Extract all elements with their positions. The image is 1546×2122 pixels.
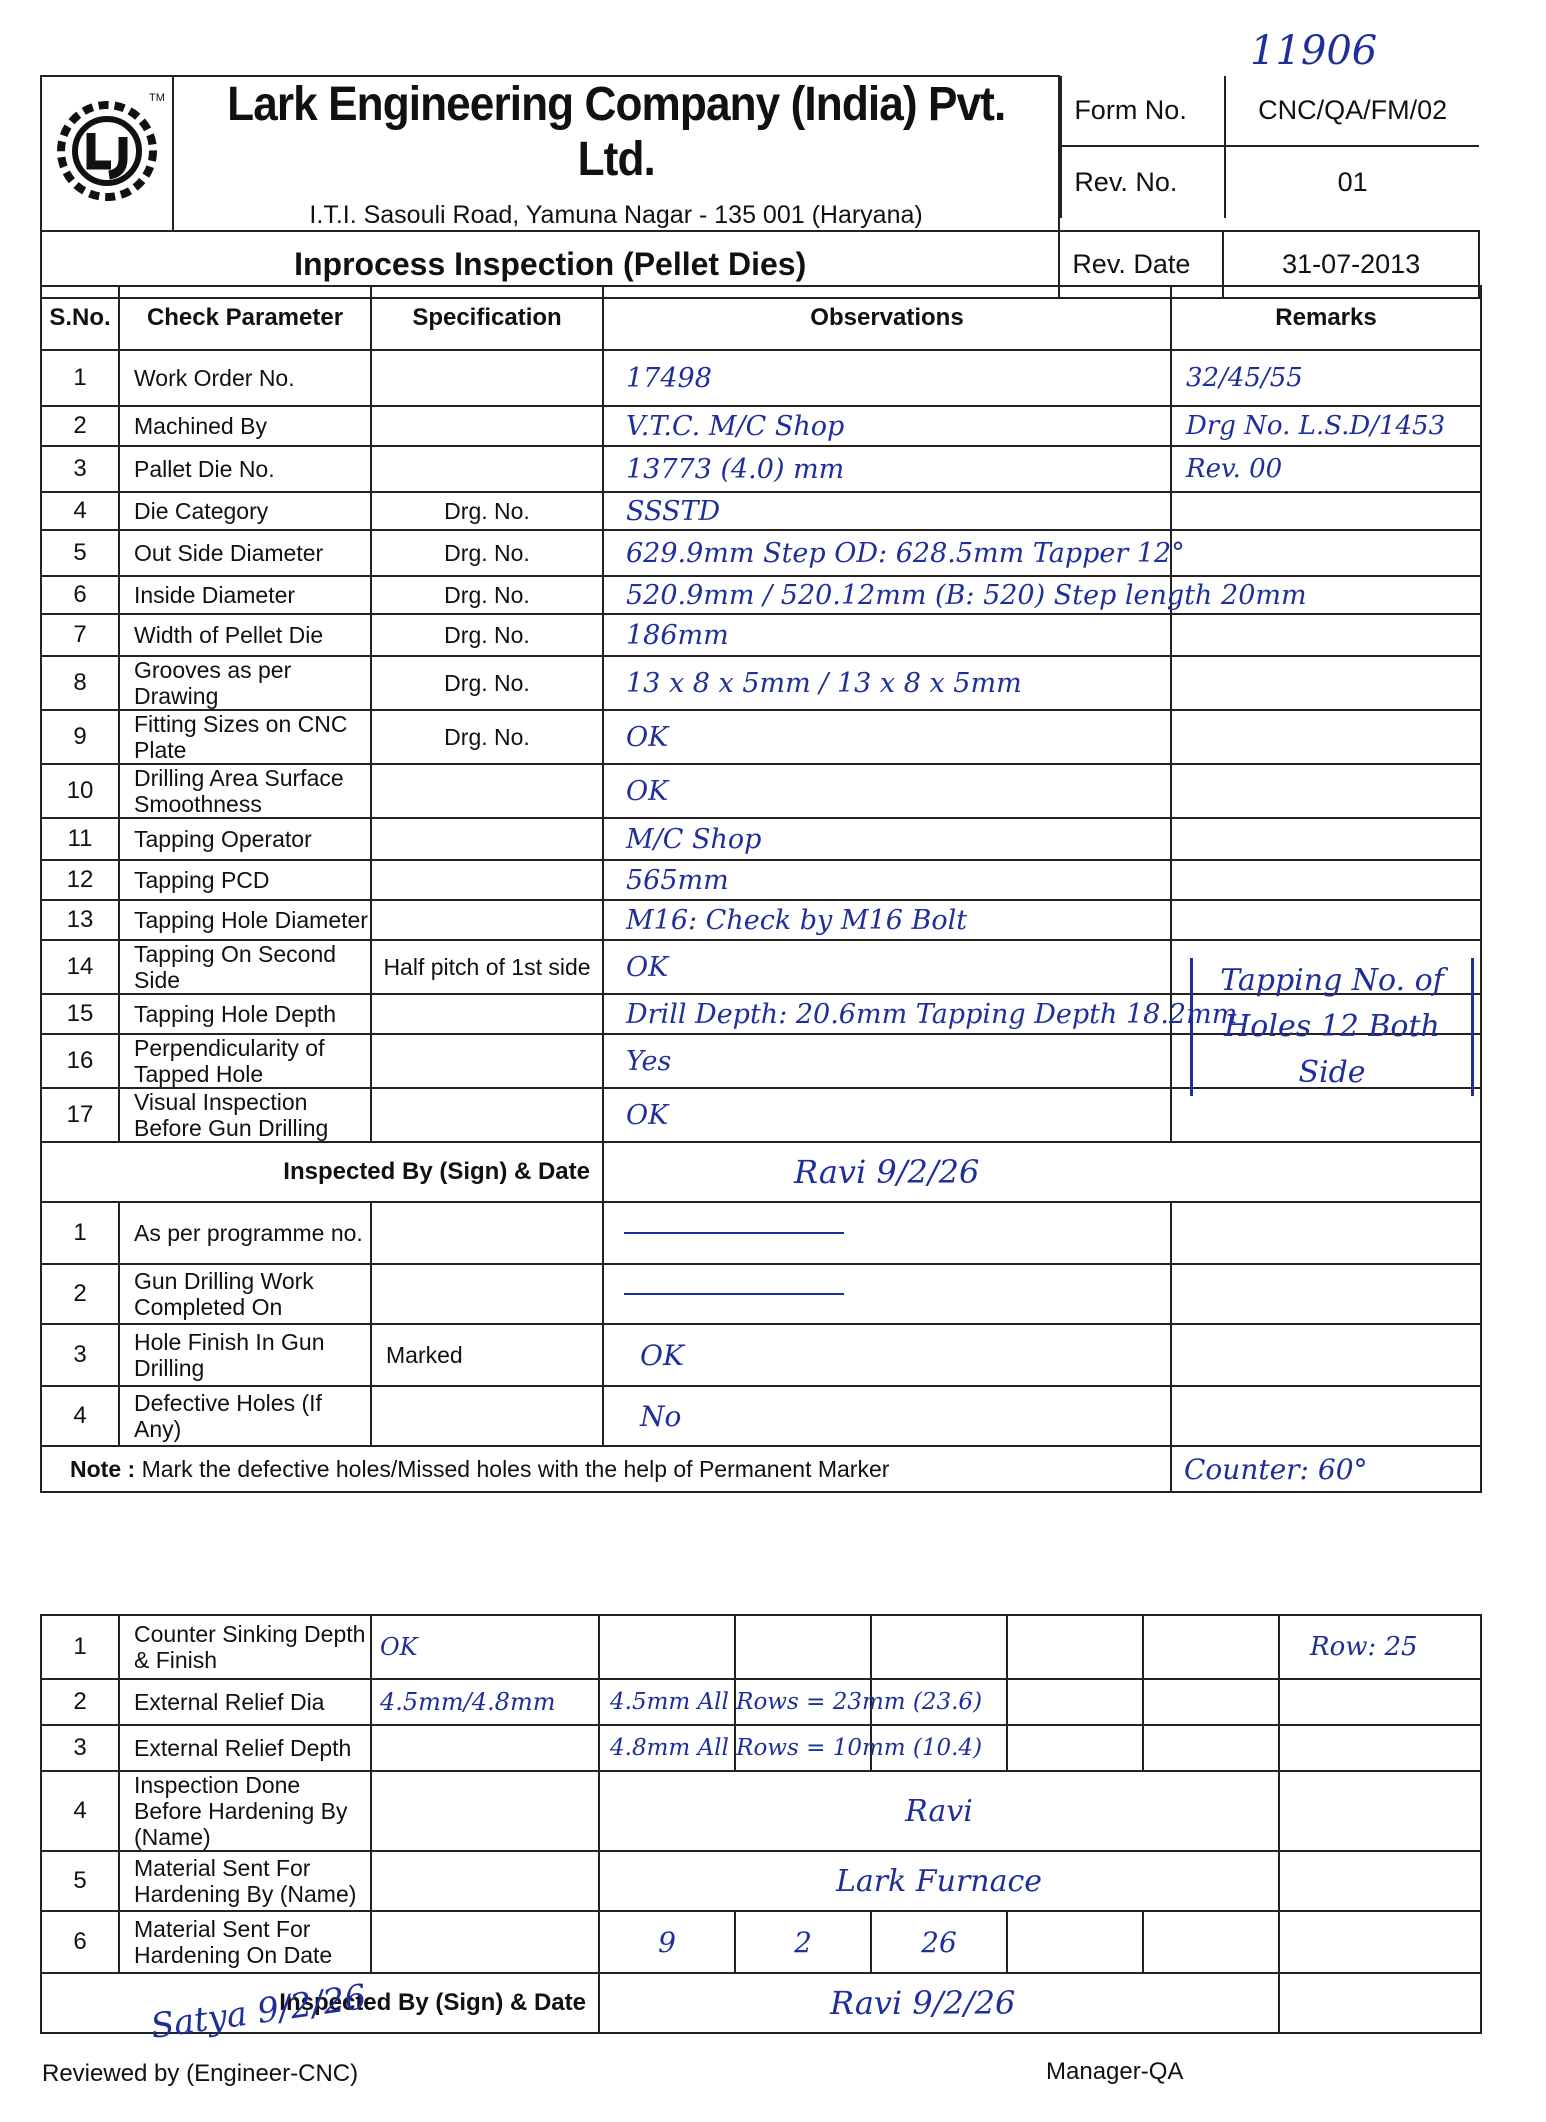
table-row (41, 1851, 1481, 1911)
table-row (41, 1679, 1481, 1725)
company-cell (173, 76, 1059, 231)
specification: Drg. No. (371, 656, 603, 710)
form-no-value: CNC/QA/FM/02 (1225, 76, 1479, 146)
remark-cell (1279, 1679, 1481, 1725)
form-no-label: Form No. (1061, 76, 1225, 146)
row-number: 11 (41, 818, 119, 860)
observation-value: OK (626, 951, 669, 983)
grid-cell (1143, 1911, 1279, 1973)
specification (371, 1034, 603, 1088)
blank-line (624, 1232, 844, 1234)
check-parameter: External Relief Depth (119, 1725, 371, 1771)
observation-value: 4.5mm All Rows = 23mm (23.6) (610, 1689, 983, 1715)
note-row (41, 1446, 1481, 1492)
date-part: 2 (794, 1925, 812, 1959)
table-row (41, 818, 1481, 860)
observation-value: OK (626, 721, 669, 753)
row-number: 4 (41, 1386, 119, 1446)
form-title: Inprocess Inspection (Pellet Dies) (41, 231, 1059, 298)
inspected-row-1 (41, 1142, 1481, 1202)
grid-cell (1143, 1679, 1279, 1725)
observation-value: 4.8mm All Rows = 10mm (10.4) (610, 1735, 983, 1761)
specification: Drg. No. (371, 530, 603, 576)
table-row (41, 1264, 1481, 1324)
observation-cell (603, 576, 1307, 614)
row-number: 6 (41, 1911, 119, 1973)
row-number: 1 (41, 1615, 119, 1679)
observation-cell (603, 656, 1171, 710)
manager-qa-label: Manager-QA (1046, 2058, 1184, 2085)
specification (371, 446, 603, 492)
table-row (41, 656, 1481, 710)
observation-value: 520.9mm / 520.12mm (B: 520) Step length 20mm (626, 579, 1307, 611)
observation-value: 186mm (626, 619, 729, 651)
observation-value: 629.9mm Step OD: 628.5mm Tapper 12° (626, 537, 1185, 569)
rev-no-label: Rev. No. (1061, 146, 1225, 218)
check-parameter: Grooves as per Drawing (119, 656, 371, 710)
remark-value (1172, 1100, 1186, 1130)
row-number: 5 (41, 1851, 119, 1911)
date-part-cell (599, 1911, 735, 1973)
remark-cell (1171, 1264, 1481, 1324)
table-row (41, 1324, 1481, 1386)
row-number: 13 (41, 900, 119, 940)
table-row (41, 614, 1481, 656)
specification (371, 1679, 599, 1725)
remark-cell (1171, 492, 1481, 530)
col-header-remarks: Remarks (1171, 286, 1481, 350)
row-number: 6 (41, 576, 119, 614)
grid-cell (1007, 1725, 1143, 1771)
check-parameter: Fitting Sizes on CNC Plate (119, 710, 371, 764)
observation-value: OK (640, 1338, 684, 1372)
grid-cell (1143, 1725, 1279, 1771)
specification (371, 860, 603, 900)
observation-cell (603, 614, 1171, 656)
check-parameter: Tapping PCD (119, 860, 371, 900)
inspected-sign-2 (599, 1973, 1279, 2033)
col-header-spec: Specification (371, 286, 603, 350)
observation-value: Lark Furnace (835, 1863, 1043, 1899)
specification: Drg. No. (371, 710, 603, 764)
remark-cell (1171, 764, 1481, 818)
remark-cell (1279, 1911, 1481, 1973)
signature-ravi-1: Ravi 9/2/26 (794, 1153, 980, 1191)
section2-rows (41, 1202, 1481, 1446)
check-parameter: Machined By (119, 406, 371, 446)
remark-value (1172, 1046, 1186, 1076)
row-number: 4 (41, 1771, 119, 1851)
specification (371, 1725, 599, 1771)
remark-cell (1279, 1771, 1481, 1851)
remark-cell (1171, 350, 1481, 406)
remark-cell (1171, 614, 1481, 656)
specification (371, 818, 603, 860)
row-number: 10 (41, 764, 119, 818)
row-number: 5 (41, 530, 119, 576)
row-number: 8 (41, 656, 119, 710)
observation-cell (599, 1771, 1279, 1851)
remark-cell (1279, 1725, 1481, 1771)
observation-value: 17498 (626, 362, 712, 394)
grid-cell (1007, 1679, 1143, 1725)
observation-cell (603, 710, 1171, 764)
table-row (41, 710, 1481, 764)
check-parameter: Die Category (119, 492, 371, 530)
inspection-table (40, 285, 1482, 1493)
specification (371, 1386, 603, 1446)
specification (371, 1202, 603, 1264)
table-row (41, 1771, 1481, 1851)
check-parameter: Inspection Done Before Hardening By (Name) (119, 1771, 371, 1851)
observation-cell (599, 1851, 1279, 1911)
check-parameter: Hole Finish In Gun Drilling (119, 1324, 371, 1386)
table-row (41, 530, 1481, 576)
specification: Marked (371, 1324, 603, 1386)
observation-value: M/C Shop (626, 823, 762, 855)
observation-cell (603, 940, 1171, 994)
observation-value: OK (626, 1099, 669, 1131)
grid-cell (871, 1615, 1007, 1679)
remark-value (1172, 905, 1186, 935)
observation-value (600, 1634, 610, 1660)
table-row (41, 446, 1481, 492)
check-parameter: Defective Holes (If Any) (119, 1386, 371, 1446)
remark-value (1172, 952, 1186, 982)
specification (371, 1911, 599, 1973)
remark-value (1172, 824, 1186, 854)
date-part-cell (871, 1911, 1007, 1973)
check-parameter: Perpendicularity of Tapped Hole (119, 1034, 371, 1088)
remark-cell (1171, 446, 1481, 492)
remark-value (1172, 620, 1186, 650)
grid-cell (1007, 1911, 1143, 1973)
row-number: 14 (41, 940, 119, 994)
remark-cell (1171, 1386, 1481, 1446)
remark-value: Row: 25 (1310, 1632, 1418, 1662)
remark-cell (1171, 406, 1481, 446)
spec-value (372, 1867, 380, 1895)
table-row (41, 1911, 1481, 1973)
note-text: Mark the defective holes/Missed holes with the help of Permanent Marker (141, 1455, 890, 1482)
spec-value (372, 1797, 380, 1825)
check-parameter: Drilling Area Surface Smoothness (119, 764, 371, 818)
observation-value: Ravi (905, 1793, 973, 1829)
table-row (41, 1202, 1481, 1264)
check-parameter: Material Sent For Hardening By (Name) (119, 1851, 371, 1911)
remark-value: 32/45/55 (1186, 363, 1303, 393)
remark-value (1172, 496, 1186, 526)
observation-cell (599, 1615, 735, 1679)
remark-cell (1171, 576, 1481, 614)
row-number: 2 (41, 406, 119, 446)
header-row (41, 286, 1481, 350)
table-row (41, 1725, 1481, 1771)
col-header-param: Check Parameter (119, 286, 371, 350)
observation-cell (603, 492, 1171, 530)
tapping-remark: Tapping No. of Holes 12 Both Side (1190, 958, 1474, 1096)
table-row (41, 406, 1481, 446)
table-row (41, 860, 1481, 900)
date-part-cell (735, 1911, 871, 1973)
specification: Drg. No. (371, 614, 603, 656)
section3-rows (41, 1615, 1481, 1973)
table-row (41, 1615, 1481, 1679)
remark-value (1172, 668, 1186, 698)
inspected-blank-2 (1279, 1973, 1481, 2033)
observation-value: Yes (626, 1045, 672, 1077)
spec-value (372, 1734, 380, 1762)
note-label: Note : (70, 1455, 136, 1482)
remark-value (1172, 722, 1186, 752)
observation-cell (603, 860, 1171, 900)
remark-cell (1171, 818, 1481, 860)
meta-upper (1059, 76, 1479, 231)
specification (371, 1088, 603, 1142)
logo-tm: TM (149, 92, 165, 104)
blank-line (624, 1293, 844, 1295)
rev-date-label: Rev. Date (1060, 232, 1223, 297)
grid-cell (735, 1615, 871, 1679)
observation-cell (603, 1264, 1171, 1324)
check-parameter: Inside Diameter (119, 576, 371, 614)
observation-cell (603, 994, 1238, 1034)
note-cell (41, 1446, 1171, 1492)
check-parameter: Out Side Diameter (119, 530, 371, 576)
observation-cell (599, 1679, 983, 1725)
grid-cell (1143, 1615, 1279, 1679)
observation-cell (603, 1088, 1171, 1142)
observation-value: V.T.C. M/C Shop (626, 410, 845, 442)
observation-value: Drill Depth: 20.6mm Tapping Depth 18.2mm (626, 998, 1238, 1030)
observation-cell (603, 764, 1171, 818)
observation-cell (603, 350, 1171, 406)
remark-value: Rev. 00 (1186, 454, 1283, 484)
company-name: Lark Engineering Company (India) Pvt. Ltd. (227, 78, 1006, 186)
remark-cell (1171, 710, 1481, 764)
grid-cell (1007, 1615, 1143, 1679)
observation-cell (603, 1202, 1171, 1264)
observation-cell (603, 1034, 1171, 1088)
row-number: 2 (41, 1679, 119, 1725)
check-parameter: As per programme no. (119, 1202, 371, 1264)
specification (371, 900, 603, 940)
serial-number: 11906 (1250, 28, 1378, 74)
remark-cell (1171, 656, 1481, 710)
specification (371, 1771, 599, 1851)
check-parameter: Material Sent For Hardening On Date (119, 1911, 371, 1973)
check-parameter: Counter Sinking Depth & Finish (119, 1615, 371, 1679)
remark-cell (1171, 530, 1481, 576)
row-number: 1 (41, 1202, 119, 1264)
rev-date-value: 31-07-2013 (1282, 249, 1421, 279)
remark-value (1172, 776, 1186, 806)
specification (371, 1851, 599, 1911)
specification (371, 406, 603, 446)
col-header-sno: S.No. (41, 286, 119, 350)
remark-value (1280, 1733, 1310, 1763)
table-row (41, 1386, 1481, 1446)
header-table (40, 75, 1480, 299)
row-number: 2 (41, 1264, 119, 1324)
remark-cell (1171, 1088, 1481, 1142)
reviewer-signature: Satya 9/2/26 (148, 1977, 369, 2047)
remark-cell (1171, 1202, 1481, 1264)
check-parameter: Tapping Hole Depth (119, 994, 371, 1034)
remark-value: Drg No. L.S.D/1453 (1186, 411, 1446, 441)
observation-value: M16: Check by M16 Bolt (626, 904, 968, 936)
observation-cell (603, 406, 1171, 446)
specification (371, 1264, 603, 1324)
table-row (41, 1088, 1481, 1142)
specification: Half pitch of 1st side (371, 940, 603, 994)
rev-no-value: 01 (1225, 146, 1479, 218)
reviewed-by-label: Reviewed by (Engineer-CNC) (42, 2060, 359, 2087)
observation-value: 565mm (626, 864, 729, 896)
remark-cell (1171, 900, 1481, 940)
spec-value: OK (380, 1633, 418, 1661)
inspected-label-1: Inspected By (Sign) & Date (41, 1142, 603, 1202)
check-parameter: Visual Inspection Before Gun Drilling (119, 1088, 371, 1142)
observation-cell (603, 900, 1171, 940)
row-number: 15 (41, 994, 119, 1034)
row-number: 3 (41, 446, 119, 492)
check-parameter: Tapping Hole Diameter (119, 900, 371, 940)
observation-value: No (640, 1399, 682, 1433)
spec-value (372, 1928, 380, 1956)
note-remark (1171, 1446, 1481, 1492)
date-part: 9 (658, 1925, 676, 1959)
row-number: 16 (41, 1034, 119, 1088)
specification (371, 764, 603, 818)
inspected-label-2: Inspected By (Sign) & Date (41, 1973, 599, 2033)
logo-cell (41, 76, 173, 231)
remark-cell (1171, 860, 1481, 900)
remark-value (1172, 865, 1186, 895)
counter-remark: Counter: 60° (1184, 1452, 1368, 1486)
row-number: 4 (41, 492, 119, 530)
row-number: 7 (41, 614, 119, 656)
table-row (41, 350, 1481, 406)
check-parameter: Gun Drilling Work Completed On (119, 1264, 371, 1324)
specification: Drg. No. (371, 576, 603, 614)
check-parameter: Width of Pellet Die (119, 614, 371, 656)
table-row (41, 764, 1481, 818)
remark-cell (1279, 1615, 1481, 1679)
check-parameter: Pallet Die No. (119, 446, 371, 492)
check-parameter: Work Order No. (119, 350, 371, 406)
row-number: 3 (41, 1324, 119, 1386)
observation-value: 13 x 8 x 5mm / 13 x 8 x 5mm (626, 667, 1022, 699)
remark-value (1172, 580, 1186, 610)
table-row (41, 900, 1481, 940)
observation-cell (603, 1324, 1171, 1386)
observation-value: SSSTD (626, 495, 721, 527)
observation-cell (599, 1725, 983, 1771)
hardening-table (40, 1614, 1482, 2034)
check-parameter: Tapping Operator (119, 818, 371, 860)
specification (371, 1615, 599, 1679)
row-number: 9 (41, 710, 119, 764)
col-header-obs: Observations (603, 286, 1171, 350)
row-number: 1 (41, 350, 119, 406)
remark-value (1172, 538, 1186, 568)
inspected-sign-1 (603, 1142, 1481, 1202)
table-row (41, 492, 1481, 530)
spec-value: 4.5mm/4.8mm (380, 1688, 556, 1716)
observation-value: OK (626, 775, 669, 807)
row-number: 17 (41, 1088, 119, 1142)
observation-cell (603, 818, 1171, 860)
remark-cell (1171, 1324, 1481, 1386)
table-row (41, 576, 1481, 614)
remark-cell (1279, 1851, 1481, 1911)
specification (371, 994, 603, 1034)
specification: Drg. No. (371, 492, 603, 530)
check-parameter: Tapping On Second Side (119, 940, 371, 994)
observation-cell (603, 530, 1185, 576)
remark-value (1172, 999, 1186, 1029)
check-parameter: External Relief Dia (119, 1679, 371, 1725)
signature-ravi-2: Ravi 9/2/26 (830, 1984, 1016, 2022)
date-part: 26 (921, 1925, 957, 1959)
company-address: I.T.I. Sasouli Road, Yamuna Nagar - 135 001 (Haryana) (309, 201, 923, 229)
observation-value: 13773 (4.0) mm (626, 453, 845, 485)
row-number: 12 (41, 860, 119, 900)
observation-cell (603, 446, 1171, 492)
company-logo-icon (51, 95, 163, 207)
row-number: 3 (41, 1725, 119, 1771)
specification (371, 350, 603, 406)
remark-value (1280, 1687, 1310, 1717)
observation-cell (603, 1386, 1171, 1446)
